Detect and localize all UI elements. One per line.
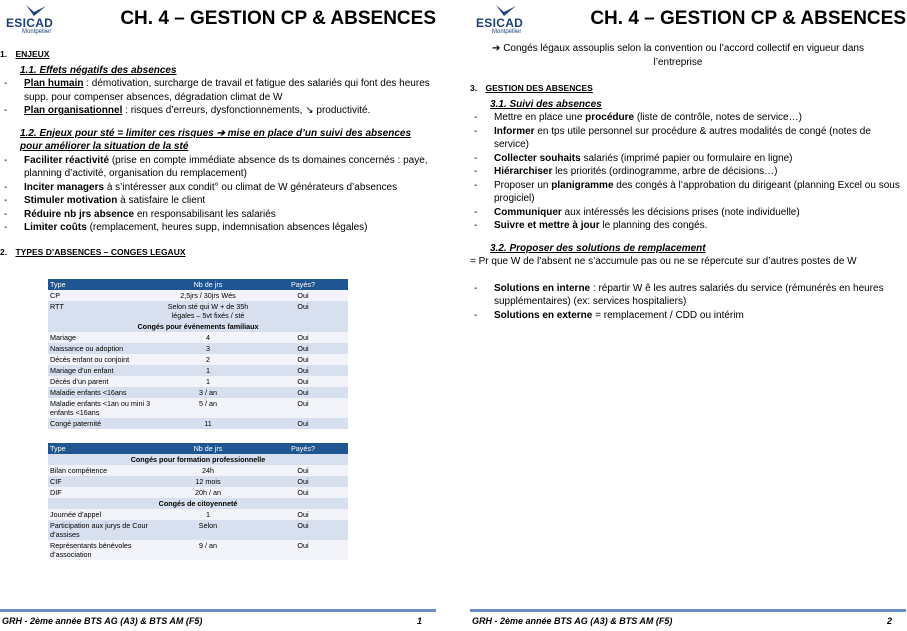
table-row xyxy=(48,290,348,301)
table-row xyxy=(48,301,348,321)
item-keyword: Limiter coûts xyxy=(24,222,87,233)
item-keyword: Plan organisationnel xyxy=(24,105,123,116)
page-number: 2 xyxy=(886,616,892,626)
table-cell: DIF xyxy=(48,487,158,498)
table-header-cell: Payés? xyxy=(258,443,348,454)
page-number: 1 xyxy=(416,616,422,626)
item-text: salariés (imprimé papier ou formulaire en ligne) xyxy=(580,152,793,164)
table-group-cell: Congés pour événements familiaux xyxy=(48,321,348,332)
item-keyword: Plan humain xyxy=(24,78,84,89)
table-cell: 3 xyxy=(158,343,258,354)
table-cell: Selon xyxy=(158,520,258,540)
s11-list xyxy=(0,77,436,118)
section-2-title: TYPES D’ABSENCES – CONGES LEGAUX xyxy=(15,246,186,257)
table-group-row xyxy=(48,454,348,465)
list-item xyxy=(0,181,436,195)
table-cell: Oui xyxy=(258,290,348,301)
list-item xyxy=(470,219,906,233)
table-cell: Participation aux jurys de Cour d’assises xyxy=(48,520,158,540)
item-text: Proposer un xyxy=(494,179,552,191)
s32-text: = Pr que W de l’absent ne s’accumule pas ou ne se répercute sur d’autres postes de W xyxy=(470,256,857,267)
item-keyword: procédure xyxy=(585,112,635,123)
footer-text: GRH - 2ème année BTS AG (A3) & BTS AM (F5) xyxy=(472,616,673,626)
conges-legaux-table xyxy=(48,279,348,429)
table-row xyxy=(48,476,348,487)
table-row xyxy=(48,343,348,354)
table-cell: 2,5jrs / 30jrs Wés xyxy=(158,290,258,301)
table-group-row xyxy=(48,498,348,509)
s32-list xyxy=(470,282,906,323)
table-cell: Oui xyxy=(258,387,348,398)
table-group-cell: Congés de citoyenneté xyxy=(48,498,348,509)
conges-formation-table xyxy=(48,443,348,560)
list-item xyxy=(470,179,906,206)
item-text: (liste de contrôle, notes de service…) xyxy=(634,112,802,123)
table-cell: 1 xyxy=(158,376,258,387)
list-item xyxy=(470,125,906,152)
table-cell: 1 xyxy=(158,365,258,376)
list-item xyxy=(470,206,906,220)
logo-city: Montpellier xyxy=(492,29,522,35)
table-row xyxy=(48,376,348,387)
item-keyword: Solutions en interne xyxy=(494,282,591,294)
table-header-cell: Type xyxy=(48,279,158,290)
section-1-heading: 1. ENJEUX xyxy=(0,49,50,59)
item-text: : répartir W ê les autres salariés du service (rémunérés en heures supplémentaires) (ex: services hospitaliers) xyxy=(494,282,884,307)
table-row xyxy=(48,520,348,540)
item-text: en responsabilisant les salariés xyxy=(134,208,276,220)
subsection-3-2-title: 3.2. Proposer des solutions de remplacement xyxy=(490,242,706,254)
table-cell: Mariage d’un enfant xyxy=(48,365,158,376)
item-text: (prise en compte immédiate absence ds ts domaines concernés : paye, planning d’activité, organisation du remplacement) xyxy=(24,154,428,179)
table-cell: Congé paternité xyxy=(48,418,158,429)
item-text: : risques d’erreurs, dysfonctionnements, ↘ productivité. xyxy=(122,105,371,116)
list-item xyxy=(0,154,436,181)
footer-text: GRH - 2ème année BTS AG (A3) & BTS AM (F5) xyxy=(2,616,203,626)
item-text: aux intéressés les décisions prises (note individuelle) xyxy=(561,206,800,218)
section-3-title: GESTION DES ABSENCES xyxy=(485,83,593,93)
page-1 xyxy=(0,0,440,631)
item-keyword: Inciter managers xyxy=(24,181,105,193)
section-2-heading: 2. TYPES D’ABSENCES – CONGES LEGAUX xyxy=(0,246,186,257)
table-row xyxy=(48,332,348,343)
esicad-logo xyxy=(476,4,538,34)
list-item xyxy=(470,309,906,323)
item-text: le planning des congés. xyxy=(599,220,708,231)
intro-line-2: l’entreprise xyxy=(653,56,703,68)
item-keyword: Réduire nb jrs absence xyxy=(24,208,135,220)
item-text: à satisfaire le client xyxy=(117,195,206,206)
table-cell: 12 mois xyxy=(158,476,258,487)
table-row xyxy=(48,365,348,376)
table-cell: Décès enfant ou conjoint xyxy=(48,354,158,365)
item-text: : démotivation, surcharge de travail et fatigue des salariés qui font des heures supp. pour compenser absences, dégradation climat de W xyxy=(24,78,430,103)
subsection-1-1-title: 1.1. Effets négatifs des absences xyxy=(20,64,177,76)
table-cell: Journée d’appel xyxy=(48,509,158,520)
item-keyword: Faciliter réactivité xyxy=(24,154,110,166)
section-3-heading: 3. GESTION DES ABSENCES xyxy=(470,83,593,93)
table-row xyxy=(48,465,348,476)
footer-bar xyxy=(470,609,906,612)
table-cell: Naissance ou adoption xyxy=(48,343,158,354)
list-item xyxy=(470,111,906,125)
table-cell: 5 / an xyxy=(158,398,258,418)
item-keyword: Communiquer xyxy=(494,206,562,218)
footer xyxy=(470,609,906,631)
table-header-cell: Nb de jrs xyxy=(158,443,258,454)
table-row xyxy=(48,387,348,398)
item-text: à s’intéresser aux condit° ou climat de W générateurs d’absences xyxy=(104,181,398,193)
table-cell: Maladie enfants <1an ou mini 3 enfants <16ans xyxy=(48,398,158,418)
s12-list xyxy=(0,154,436,235)
table-cell: 1 xyxy=(158,509,258,520)
table-cell: Oui xyxy=(258,520,348,540)
subsection-3-1-title: 3.1. Suivi des absences xyxy=(490,98,602,110)
table-cell: 2 xyxy=(158,354,258,365)
page-title: CH. 4 – GESTION CP & ABSENCES xyxy=(590,8,906,29)
page-2-content xyxy=(470,42,906,322)
item-text: = remplacement / CDD ou intérim xyxy=(592,309,744,321)
logo-city: Montpellier xyxy=(22,29,52,35)
item-keyword: Informer xyxy=(494,125,535,137)
page-2 xyxy=(470,0,907,631)
table-cell: Maladie enfants <16ans xyxy=(48,387,158,398)
table-header-cell: Payés? xyxy=(258,279,348,290)
table-cell: Oui xyxy=(258,487,348,498)
logo-brand: ESICAD xyxy=(476,16,524,30)
table-cell: 20h / an xyxy=(158,487,258,498)
table-row xyxy=(48,418,348,429)
table-cell: 24h xyxy=(158,465,258,476)
table-cell: CIF xyxy=(48,476,158,487)
table-group-cell: Congés pour formation professionnelle xyxy=(48,454,348,465)
table-header-cell: Nb de jrs xyxy=(158,279,258,290)
table-cell: Oui xyxy=(258,343,348,354)
item-keyword: Stimuler motivation xyxy=(24,195,118,206)
table-cell: Bilan compétence xyxy=(48,465,158,476)
section-1-title: ENJEUX xyxy=(15,49,50,59)
table-cell: CP xyxy=(48,290,158,301)
table-row xyxy=(48,487,348,498)
item-text: (remplacement, heures supp, indemnisation absences légales) xyxy=(86,222,368,233)
table-header-cell: Type xyxy=(48,443,158,454)
table-cell: Oui xyxy=(258,354,348,365)
table-cell: RTT xyxy=(48,301,158,321)
table-cell: Représentants bénévoles d’association xyxy=(48,540,158,560)
intro-line-1: ➔ Congés légaux assouplis selon la convention ou l’accord collectif en vigueur dans xyxy=(492,43,864,54)
s31-list xyxy=(470,111,906,233)
table-row xyxy=(48,398,348,418)
item-text: en tps utile personnel sur procédure & autres modalités de congé (notes de service) xyxy=(494,125,871,150)
footer xyxy=(0,609,436,631)
item-keyword: Suivre et mettre à jour xyxy=(494,220,600,231)
item-text: Mettre en place une xyxy=(494,112,586,123)
table-cell: Oui xyxy=(258,301,348,321)
list-item xyxy=(470,152,906,166)
table-cell: 9 / an xyxy=(158,540,258,560)
list-item xyxy=(0,104,436,118)
list-item xyxy=(0,208,436,222)
table-cell: 4 xyxy=(158,332,258,343)
item-keyword: Hiérarchiser xyxy=(494,166,553,177)
table-cell: Oui xyxy=(258,332,348,343)
list-item xyxy=(470,165,906,179)
table-group-row xyxy=(48,321,348,332)
item-keyword: planigramme xyxy=(551,179,614,191)
table-cell: Oui xyxy=(258,540,348,560)
item-text: les priorités (ordinogramme, arbre de décisions…) xyxy=(552,166,778,177)
table-row xyxy=(48,354,348,365)
table-cell: Oui xyxy=(258,418,348,429)
item-keyword: Collecter souhaits xyxy=(494,152,581,164)
table-cell: Selon sté qui W + de 35h légales – 5vt fixés / sté xyxy=(158,301,258,321)
list-item xyxy=(0,221,436,235)
table-row xyxy=(48,509,348,520)
page-1-content xyxy=(0,48,436,259)
list-item xyxy=(0,77,436,104)
page-title: CH. 4 – GESTION CP & ABSENCES xyxy=(120,8,436,29)
subsection-1-2-title: 1.2. Enjeux pour sté = limiter ces risques ➔ mise en place d’un suivi des absences pour améliorer la situation de la sté xyxy=(20,127,412,152)
table-cell: Oui xyxy=(258,376,348,387)
table-cell: Décès d’un parent xyxy=(48,376,158,387)
logo-brand: ESICAD xyxy=(6,16,54,30)
table-cell: Oui xyxy=(258,398,348,418)
table-cell: 3 / an xyxy=(158,387,258,398)
table-cell: 11 xyxy=(158,418,258,429)
table-cell: Mariage xyxy=(48,332,158,343)
esicad-logo xyxy=(6,4,68,34)
item-text: des congés à l’approbation du dirigeant (planning Excel ou sous progiciel) xyxy=(494,179,900,204)
table-cell: Oui xyxy=(258,509,348,520)
footer-bar xyxy=(0,609,436,612)
item-keyword: Solutions en externe xyxy=(494,309,593,321)
list-item xyxy=(470,282,906,309)
table-cell: Oui xyxy=(258,465,348,476)
list-item xyxy=(0,194,436,208)
table-cell: Oui xyxy=(258,476,348,487)
table-cell: Oui xyxy=(258,365,348,376)
table-row xyxy=(48,540,348,560)
